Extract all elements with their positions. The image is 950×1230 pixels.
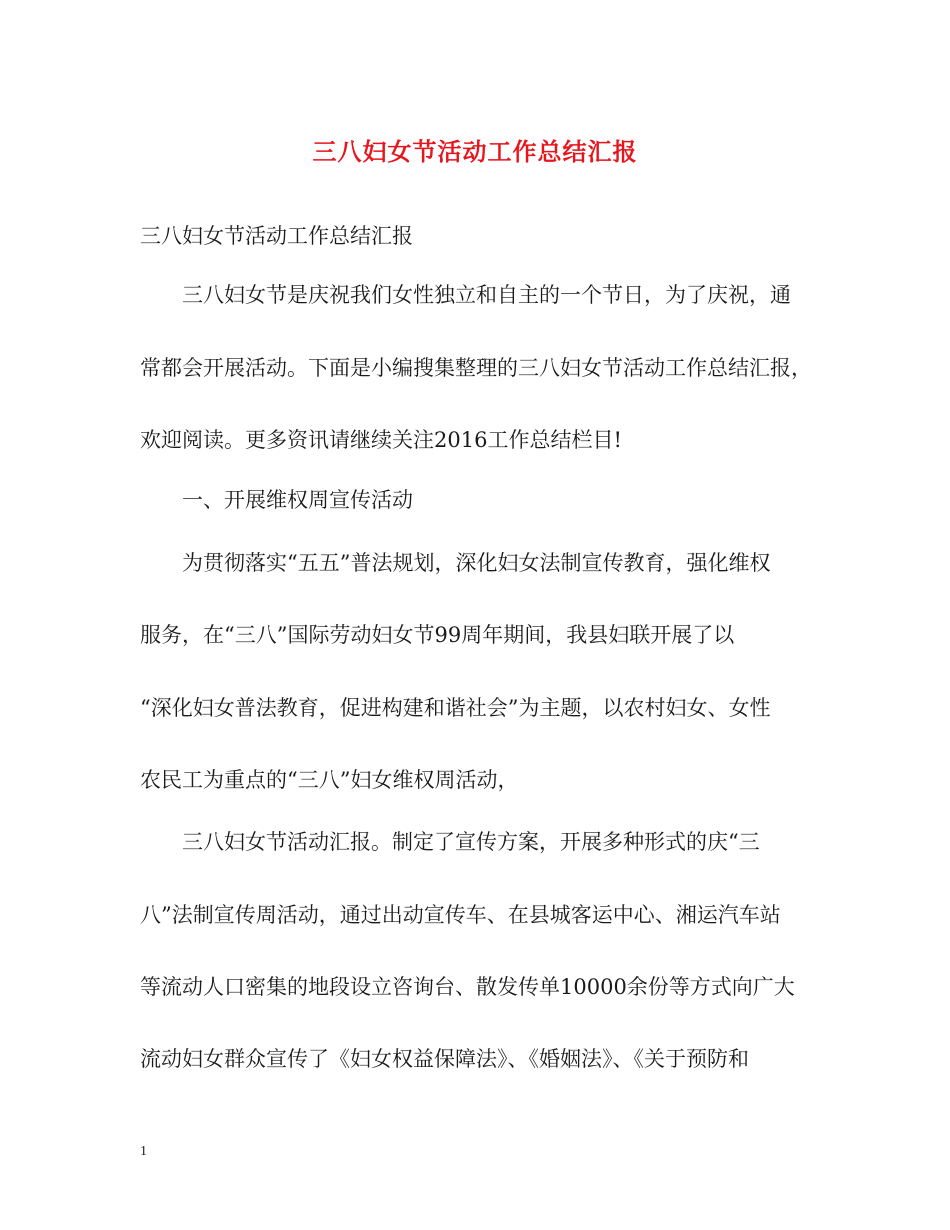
paragraph-line: 八”法制宣传周活动，通过出动宣传车、在县城客运中心、湘运汽车站	[140, 903, 781, 927]
page-number: 1	[140, 1144, 147, 1159]
paragraph-line: 农民工为重点的“三八”妇女维权周活动，	[140, 768, 519, 792]
section-heading: 一、开展维权周宣传活动	[182, 488, 413, 512]
paragraph-line: 服务，在“三八”国际劳动妇女节99周年期间，我县妇联开展了以	[140, 623, 735, 647]
paragraph-line: 等流动人口密集的地段设立咨询台、散发传单10000余份等方式向广大	[140, 975, 795, 999]
paragraph-line: “深化妇女普法教育，促进构建和谐社会”为主题，以农村妇女、女性	[140, 696, 771, 720]
subtitle-line: 三八妇女节活动工作总结汇报	[140, 224, 413, 248]
paragraph-line: 欢迎阅读。更多资讯请继续关注2016工作总结栏目!	[140, 428, 622, 452]
paragraph-line: 三八妇女节是庆祝我们女性独立和自主的一个节日，为了庆祝，通	[182, 283, 791, 307]
paragraph-line: 常都会开展活动。下面是小编搜集整理的三八妇女节活动工作总结汇报，	[140, 356, 812, 380]
document-title: 三八妇女节活动工作总结汇报	[312, 137, 638, 166]
paragraph-line: 为贯彻落实“五五”普法规划，深化妇女法制宣传教育，强化维权	[182, 551, 771, 575]
paragraph-line: 流动妇女群众宣传了《妇女权益保障法》、《婚姻法》、《关于预防和	[140, 1047, 749, 1071]
paragraph-line: 三八妇女节活动汇报。制定了宣传方案，开展多种形式的庆“三	[182, 830, 760, 854]
